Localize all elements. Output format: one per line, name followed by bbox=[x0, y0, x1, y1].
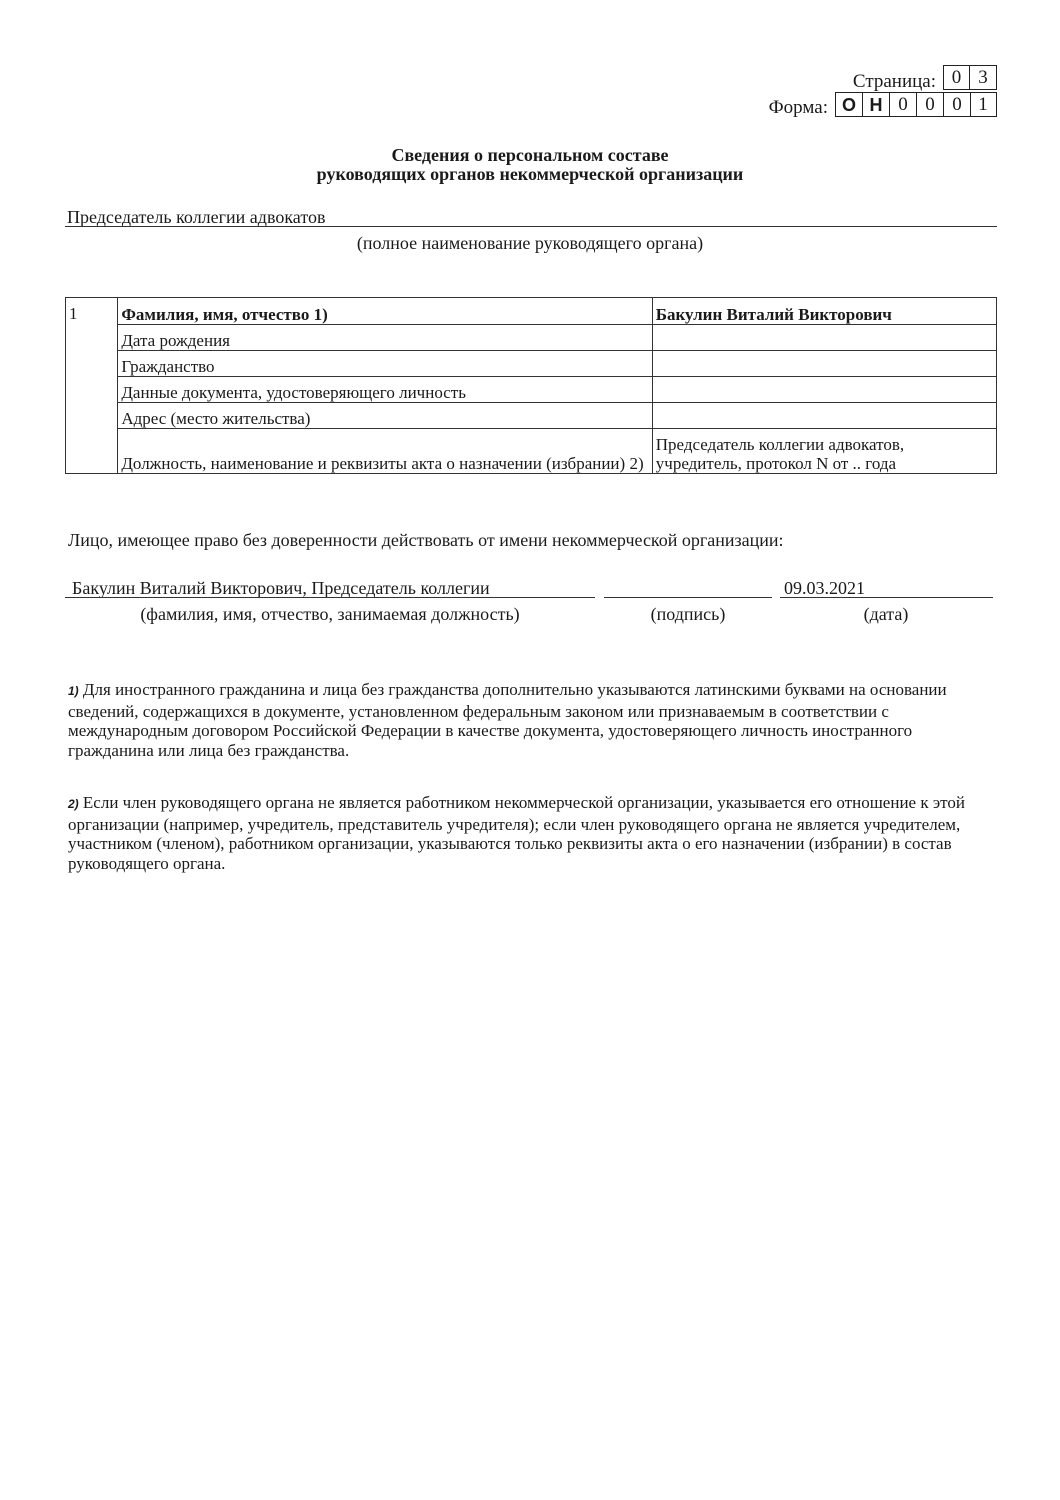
footnote-text: Если член руководящего органа не является работником некоммерческой организации, указывается его отношение к этой организации (например, учредитель, представитель учредителя); если член руководящего органа не является учредителем, участником (членом), работником организации, указываются только реквизиты акта о его назначении (избрании) в состав руководящего органа. bbox=[68, 793, 965, 873]
table-row bbox=[66, 298, 997, 325]
form-code-char: Н bbox=[863, 93, 890, 116]
row-value bbox=[652, 351, 996, 377]
footnote-marker: 2) bbox=[68, 797, 79, 811]
date-caption: (дата) bbox=[863, 604, 909, 624]
members-table bbox=[65, 297, 997, 474]
governing-body-underline bbox=[65, 226, 997, 227]
authorized-person-name: Бакулин Виталий Викторович, Председатель коллегии bbox=[72, 578, 490, 598]
footnote-2 bbox=[68, 793, 988, 873]
form-code-char: О bbox=[836, 93, 863, 116]
governing-body-caption: (полное наименование руководящего органа) bbox=[356, 233, 704, 253]
page-digit: 3 bbox=[978, 67, 988, 88]
form-label: Форма: bbox=[768, 97, 828, 118]
row-label: Данные документа, удостоверяющего личность bbox=[118, 377, 652, 403]
page-label: Страница: bbox=[852, 71, 936, 92]
table-row bbox=[66, 377, 997, 403]
row-value bbox=[652, 325, 996, 351]
row-value bbox=[652, 403, 996, 429]
row-label: Дата рождения bbox=[118, 325, 652, 351]
row-label: Гражданство bbox=[118, 351, 652, 377]
footnote-marker: 1) bbox=[68, 684, 79, 698]
governing-body-name: Председатель коллегии адвокатов bbox=[67, 207, 326, 227]
row-value: Бакулин Виталий Викторович bbox=[652, 298, 996, 325]
footnote-1 bbox=[68, 680, 988, 760]
form-code-char: 0 bbox=[917, 93, 944, 116]
row-value: Председатель коллегии адвокатов, учредитель, протокол N от .. года bbox=[652, 429, 996, 474]
name-caption: (фамилия, имя, отчество, занимаемая должность) bbox=[140, 604, 520, 624]
form-code-box bbox=[835, 92, 997, 117]
form-code-char: 1 bbox=[978, 94, 988, 115]
page-digit: 0 bbox=[944, 66, 970, 89]
signature-caption: (подпись) bbox=[650, 604, 726, 624]
authorized-person-heading: Лицо, имеющее право без доверенности действовать от имени некоммерческой организации: bbox=[68, 530, 784, 550]
table-row bbox=[66, 429, 997, 474]
row-label: Адрес (место жительства) bbox=[118, 403, 652, 429]
table-row bbox=[66, 351, 997, 377]
document-title-line1: Сведения о персональном составе bbox=[391, 145, 669, 165]
page-number-box bbox=[943, 65, 997, 90]
date-underline bbox=[780, 597, 993, 598]
member-number: 1 bbox=[66, 298, 118, 474]
signature-underline bbox=[604, 597, 772, 598]
row-label: Фамилия, имя, отчество 1) bbox=[118, 298, 652, 325]
form-code-char: 0 bbox=[890, 93, 917, 116]
row-label: Должность, наименование и реквизиты акта о назначении (избрании) 2) bbox=[118, 429, 652, 474]
signature-date: 09.03.2021 bbox=[784, 578, 865, 598]
form-code-char: 0 bbox=[944, 93, 971, 116]
name-underline bbox=[65, 597, 595, 598]
table-row bbox=[66, 403, 997, 429]
row-value bbox=[652, 377, 996, 403]
table-row bbox=[66, 325, 997, 351]
footnote-text: Для иностранного гражданина и лица без гражданства дополнительно указываются латинскими буквами на основании сведений, содержащихся в документе, установленном федеральным законом или признаваемым в соответствии с международным договором Российской Федерации в качестве документа, удостоверяющего личность иностранного гражданина или лица без гражданства. bbox=[68, 680, 947, 760]
document-title-line2: руководящих органов некоммерческой организации bbox=[316, 164, 744, 184]
